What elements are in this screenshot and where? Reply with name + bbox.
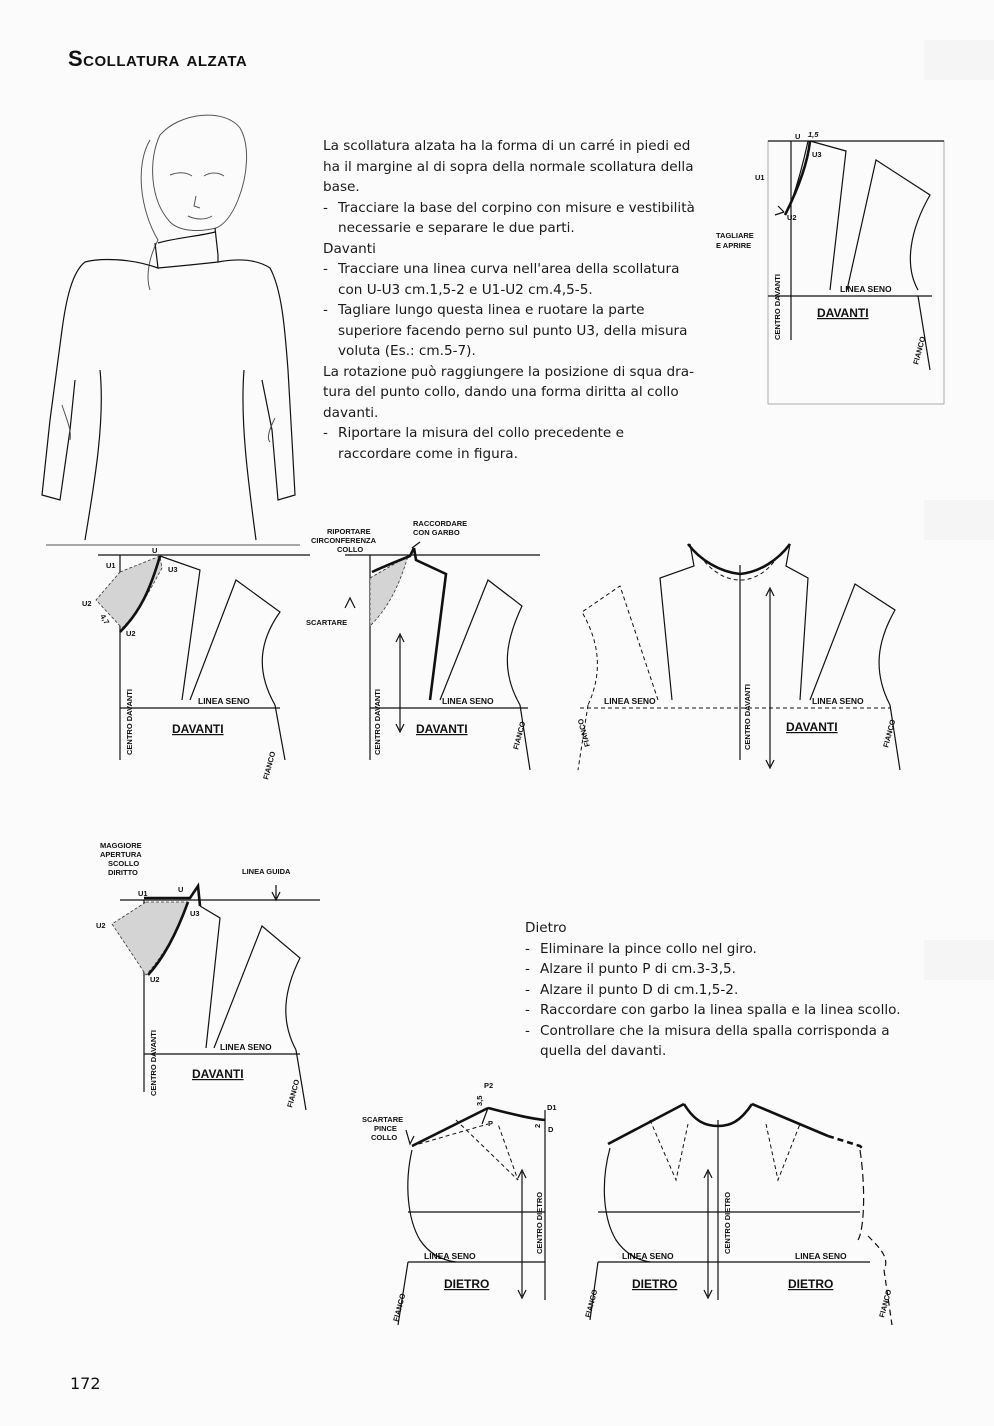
section-heading-davanti: Davanti [323,240,376,257]
label-measure: 4,7 [98,612,112,627]
list-item: - Raccordare con garbo la linea spalla e la linea scollo. [525,1000,905,1021]
label-measure: 3,5 [475,1095,484,1106]
label-u2: U2 [150,975,160,984]
list-item: - Tracciare una linea curva nell'area della scollatura con U-U3 cm.1,5-2 e U1-U2 cm.4,5-5. [323,259,695,300]
label-linea-guida: LINEA GUIDA [242,867,291,876]
label-measure: 1,5 [808,130,819,139]
label-linea-seno: LINEA SENO [442,696,494,706]
label-d: D [548,1125,554,1134]
label-maggiore: SCOLLO [108,859,140,868]
label-linea-seno: LINEA SENO [198,696,250,706]
list-item: - Eliminare la pince collo nel giro. [525,939,905,960]
label-d1: D1 [547,1103,557,1112]
label-scartare-pince: SCARTARE [362,1115,404,1124]
label-linea-seno: LINEA SENO [424,1251,476,1261]
label-u2: U2 [787,213,797,222]
label-davanti: DAVANTI [786,720,838,734]
label-u1: U1 [106,561,116,570]
label-u2: U2 [126,629,136,638]
section-heading-dietro: Dietro [525,920,567,936]
label-linea-seno: LINEA SENO [622,1251,674,1261]
label-fianco: FIANCO [877,1288,894,1319]
label-u: U [152,546,158,555]
label-maggiore: APERTURA [100,850,142,859]
rotation-paragraph: La rotazione può raggiungere la posizione di squa dratura del punto collo, dando una forma diritta al collo davanti. [323,363,694,421]
page-number: 172 [70,1374,101,1393]
label-riportare: CIRCONFERENZA [311,536,376,545]
label-dietro: DIETRO [632,1277,678,1291]
label-p: P [488,1119,494,1128]
label-linea-seno: LINEA SENO [795,1251,847,1261]
label-linea-seno: LINEA SENO [220,1042,272,1052]
label-centro-davanti: CENTRO DAVANTI [373,689,382,755]
label-raccordare: CON GARBO [413,528,460,537]
label-u2: U2 [96,921,106,930]
label-fianco: FIANCO [261,750,278,781]
label-davanti: DAVANTI [172,722,224,736]
list-item: - Riportare la misura del collo precedente e raccordare come in figura. [323,423,695,464]
label-linea-seno: LINEA SENO [604,696,656,706]
label-u3: U3 [190,909,200,918]
list-item: - Alzare il punto D di cm.1,5-2. [525,980,905,1001]
label-u: U [178,885,184,894]
label-linea-seno: LINEA SENO [840,284,892,294]
label-linea-seno: LINEA SENO [812,696,864,706]
label-riportare: COLLO [337,545,364,554]
list-item: - Tracciare la base del corpino con misure e vestibilità necessarie e separare le due parti. [323,198,695,239]
label-scartare-pince: COLLO [371,1133,398,1142]
label-u2: U2 [82,599,92,608]
label-u1: U1 [138,889,148,898]
label-davanti: DAVANTI [192,1067,244,1081]
label-fianco: FIANCO [285,1078,302,1109]
label-tagliare: E APRIRE [716,241,752,250]
label-centro-davanti: CENTRO DAVANTI [773,274,782,340]
label-fianco: FIANCO [511,720,528,751]
label-davanti: DAVANTI [416,722,468,736]
label-dietro: DIETRO [788,1277,834,1291]
intro-paragraph: La scollatura alzata ha la forma di un carré in piedi ed ha il margine al di sopra della normale scollatura della base. [323,138,694,195]
label-fianco: FIANCO [391,1292,408,1323]
label-centro-davanti: CENTRO DAVANTI [125,689,134,755]
label-u: U [795,132,801,141]
label-fianco: FIANCO [911,335,928,366]
label-p2: P2 [484,1081,494,1090]
label-fianco: FIANCO [575,717,592,748]
label-centro-davanti: CENTRO DAVANTI [743,684,752,750]
page-title: Scollatura alzata [68,46,248,71]
label-maggiore: MAGGIORE [100,841,142,850]
label-riportare: RIPORTARE [327,527,371,536]
label-centro-dietro: CENTRO DIETRO [723,1191,732,1254]
label-u1: U1 [755,173,765,182]
label-centro-davanti: CENTRO DAVANTI [149,1030,158,1096]
label-u3: U3 [812,150,822,159]
label-measure: 2 [533,1123,542,1128]
label-fianco: FIANCO [881,718,898,749]
list-item: - Tagliare lungo questa linea e ruotare la parte superiore facendo perno sul punto U3, della misura voluta (Es.: cm.5-7). [323,300,695,362]
list-item: - Alzare il punto P di cm.3-3,5. [525,959,905,980]
label-davanti: DAVANTI [817,306,869,320]
label-scartare: SCARTARE [306,618,348,627]
label-fianco: FIANCO [583,1288,600,1319]
label-raccordare: RACCORDARE [413,519,468,528]
label-maggiore: DIRITTO [108,868,138,877]
label-scartare-pince: PINCE [374,1124,397,1133]
list-item: - Controllare che la misura della spalla corrisponda a quella del davanti. [525,1021,905,1062]
label-dietro: DIETRO [444,1277,490,1291]
label-centro-dietro: CENTRO DIETRO [535,1191,544,1254]
label-tagliare: TAGLIARE [716,231,754,240]
label-u3: U3 [168,565,178,574]
